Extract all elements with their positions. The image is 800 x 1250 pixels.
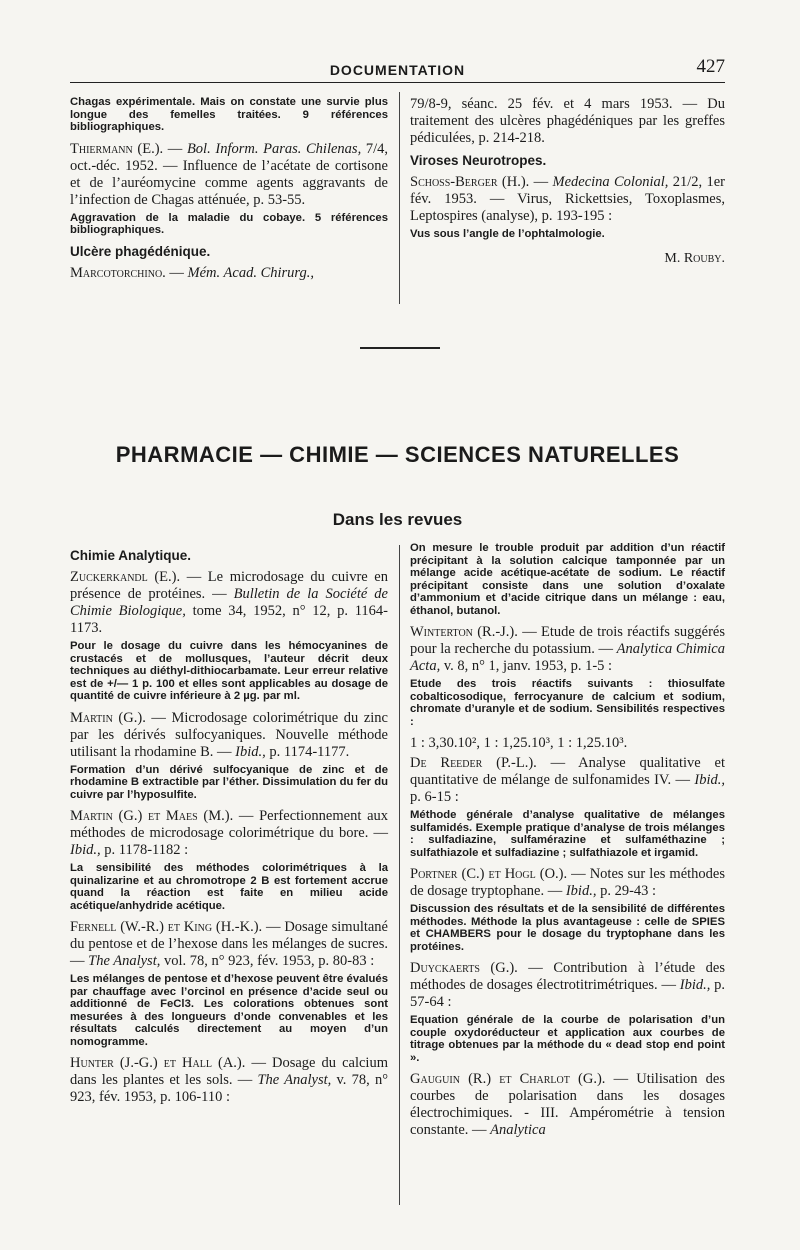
bibliographic-reference [410, 1071, 725, 1139]
bibliographic-reference [410, 866, 725, 900]
reference-text: — Le microdosage du cuivre en présence de protéines. — [70, 569, 388, 602]
reference-author: Duyckaerts (G.). [410, 960, 518, 976]
reference-details: p. 29-43 : [596, 883, 657, 899]
abstract-note: On mesure le trouble produit par addition d’un réactif précipitant à la solution calcique tamponnée par un mélange acide acétique-acétate de sodium. Le réactif précipitant consiste dans une solution d’oxalate d’ammonium et d’acide citrique dans un mélange : eau, éthanol, butanol. [410, 542, 725, 617]
section-heading: Chimie Analytique. [70, 548, 192, 563]
abstract-note: Vus sous l’angle de l’ophtalmologie. [410, 228, 605, 240]
reference-details: tome 34, 1952, n° 12, p. 1164-1173. [70, 603, 389, 636]
reference-text: — Etude de trois réactifs suggérés pour la recherche du potassium. — [410, 624, 725, 657]
bibliographic-reference [410, 174, 725, 225]
reference-journal: Medecina Colonial, [552, 174, 669, 190]
reference-journal: The Analyst, [88, 953, 161, 969]
reference-text: — Dosage du calcium dans les plantes et les sols. — [70, 1055, 388, 1088]
author-signature: M. Rouby. [664, 250, 725, 266]
bibliographic-reference [410, 624, 725, 675]
reference-text: — Dosage simultané du pentose et de l’hexose dans les mélanges de sucres. — [70, 919, 388, 969]
section-subtitle: Dans les revues [332, 510, 463, 529]
reference-text: — Contribution à l’étude des méthodes de dosages électrotitrimétriques. — [410, 960, 725, 993]
continuation-text: 79/8-9, séanc. 25 fév. et 4 mars 1953. — Du traitement des ulcères phagédéniques par les greffes pédiculées, p. 214-218. [410, 96, 725, 146]
reference-journal: Mém. Acad. Chirurg., [187, 264, 315, 281]
reference-text: — Notes sur les méthodes de dosage tryptophane. — [410, 866, 725, 899]
bibliographic-reference [70, 265, 388, 282]
reference-author: Hunter (J.-G.) et Hall (A.). [70, 1055, 246, 1071]
reference-journal: Ibid., [679, 977, 711, 993]
abstract-note: Equation générale de la courbe de polarisation d’un couple oxydoréducteur et application aux courbes de titrage obtenues par la méthode du « dead stop end point ». [410, 1014, 725, 1064]
reference-details: v. 8, n° 1, janv. 1953, p. 1-5 : [440, 658, 613, 674]
bibliographic-reference [70, 808, 388, 859]
reference-details: vol. 78, n° 923, fév. 1953, p. 80-83 : [160, 953, 375, 969]
section-divider [360, 347, 440, 349]
page-number: 427 [696, 56, 725, 77]
reference-details: 21/2, 1er fév. 1953. — Virus, Rickettsies, Toxoplasmes, Leptospires (analyse), p. 193-195 : [410, 174, 725, 224]
reference-journal: Bulletin de la Société de Chimie Biologique, [70, 586, 388, 619]
abstract-note: Les mélanges de pentose et d’hexose peuvent être évalués par chauffage avec l’orcinol en présence d’acide seul ou additionné de FeCl3. Les colorations obtenues sont mesurées à des longueurs d’onde convenables et les résultats calculés directement au moyen d’un nomogramme. [70, 973, 388, 1048]
reference-author: De Reeder (P.-L.). [410, 755, 537, 771]
abstract-note: Etude des trois réactifs suivants : thiosulfate cobalticosodique, ferrocyanure de calcium et sodium, chromate d’uranyle et de sodium. Sensibilités respectives : [410, 678, 725, 728]
reference-journal: Ibid., [235, 743, 266, 760]
reference-author: Portner (C.) et Hogl (O.). [410, 866, 568, 882]
reference-details: p. 57-64 : [410, 977, 726, 1010]
top-left-column [70, 96, 388, 285]
reference-text: — [529, 174, 553, 190]
reference-journal: Analytica Chimica Acta, [410, 641, 725, 674]
abstract-note: Discussion des résultats et de la sensibilité de différentes méthodes. Méthode la plus avantageuse : celle de SPIES et CHAMBERS pour le dosage du tryptophane dans les protéines. [410, 903, 725, 953]
reference-journal: The Analyst, [257, 1072, 332, 1088]
bibliographic-reference [410, 960, 725, 1011]
bottom-right-column [410, 542, 725, 1142]
reference-text: — Analyse qualitative et quantitative de mélange de sulfonamides IV. — [410, 755, 725, 788]
reference-author: Martin (G.). [70, 709, 146, 726]
continuation-text: 1 : 3,30.10², 1 : 1,25.10³, 1 : 1,25.10³. [410, 735, 628, 751]
reference-text: — Utilisation des courbes de polarisation dans les dosages électrochimiques. - III. Ampérométrie à tension constante. — [410, 1071, 725, 1138]
reference-details: p. 6-15 : [410, 789, 459, 805]
reference-text: — [163, 140, 187, 157]
section-heading: Ulcère phagédénique. [70, 243, 211, 259]
column-divider-top [399, 92, 400, 304]
abstract-note: Chagas expérimentale. Mais on constate une survie plus longue des femelles traitées. 9 références bibliographiques. [70, 96, 388, 133]
reference-text: — Microdosage colorimétrique du zinc par les dérivés sulfocyaniques. Nouvelle méthode utilisant la rhodamine B. — [70, 709, 388, 760]
reference-text: — [165, 264, 188, 281]
reference-details: p. 1174-1177. [265, 743, 350, 760]
reference-details: 7/4, oct.-déc. 1952. — Influence de l’acétate de cortisone et de l’auréomycine comme agents aggravants de l’infection de Chagas atténuée, p. 53-55. [70, 140, 389, 208]
bibliographic-reference [70, 919, 388, 970]
abstract-note: Formation d’un dérivé sulfocyanique de zinc et de rhodamine B extractible par l’éther. Dissimulation du fer du cuivre par l’hyposulfite. [70, 763, 388, 801]
abstract-note: Aggravation de la maladie du cobaye. 5 références bibliographiques. [70, 211, 388, 236]
reference-journal: Ibid., [565, 883, 597, 899]
column-divider-bottom [399, 545, 400, 1205]
bibliographic-reference [410, 755, 725, 806]
bibliographic-reference [70, 710, 388, 761]
reference-text: — Perfectionnement aux méthodes de microdosage colorimétrique du bore. — [70, 808, 388, 841]
bibliographic-reference [70, 569, 388, 637]
reference-author: Marcotorchino. [70, 264, 166, 281]
bibliographic-reference [70, 141, 388, 209]
reference-journal: Analytica [490, 1122, 546, 1138]
reference-author: Gauguin (R.) et Charlot (G.). [410, 1071, 606, 1087]
bibliographic-reference [70, 1055, 388, 1106]
reference-journal: Ibid., [70, 842, 101, 858]
abstract-note: La sensibilité des méthodes colorimétriques à la quinalizarine et au chromotrope 2 B est fortement accrue quand la réaction est faite en milieu acide acétique/anhydride acétique. [70, 862, 388, 912]
running-title: DOCUMENTATION [329, 62, 466, 78]
abstract-note: Méthode générale d’analyse qualitative de mélanges sulfamidés. Exemple pratique d’analyse de trois mélanges : sulfadiazine, sulfamérazine et sulfaméthazine ; sulfathiazole et sulfadiazine ; sulfathiazole et irgamid. [410, 809, 725, 859]
reference-author: Zuckerkandl (E.). [70, 569, 181, 585]
section-title: PHARMACIE — CHIMIE — SCIENCES NATURELLES [115, 442, 680, 467]
top-right-column [410, 96, 725, 267]
section-heading: Viroses Neurotropes. [410, 153, 547, 168]
reference-details: v. 78, n° 923, fév. 1953, p. 106-110 : [70, 1072, 388, 1105]
abstract-note: Pour le dosage du cuivre dans les hémocyanines de crustacés et de mollusques, l’auteur décrit deux techniques au diéthyl-dithiocarbamate. Leur erreur relative est de +/— 1 p. 100 et elles sont applicables au dosage de quantité de cuivre inférieure à 2 µg. par ml. [70, 640, 388, 702]
reference-author: Schoss-Berger (H.). [410, 174, 530, 190]
reference-journal: Bol. Inform. Paras. Chilenas, [186, 140, 362, 157]
reference-author: Martin (G.) et Maes (M.). [70, 808, 234, 824]
reference-author: Thiermann (E.). [70, 140, 164, 157]
reference-author: Fernell (W.-R.) et King (H.-K.). [70, 919, 263, 935]
reference-journal: Ibid., [694, 772, 725, 788]
reference-author: Winterton (R.-J.). [410, 624, 518, 640]
reference-details: p. 1178-1182 : [100, 842, 189, 858]
page-header [70, 56, 725, 83]
bottom-left-column [70, 542, 388, 1109]
